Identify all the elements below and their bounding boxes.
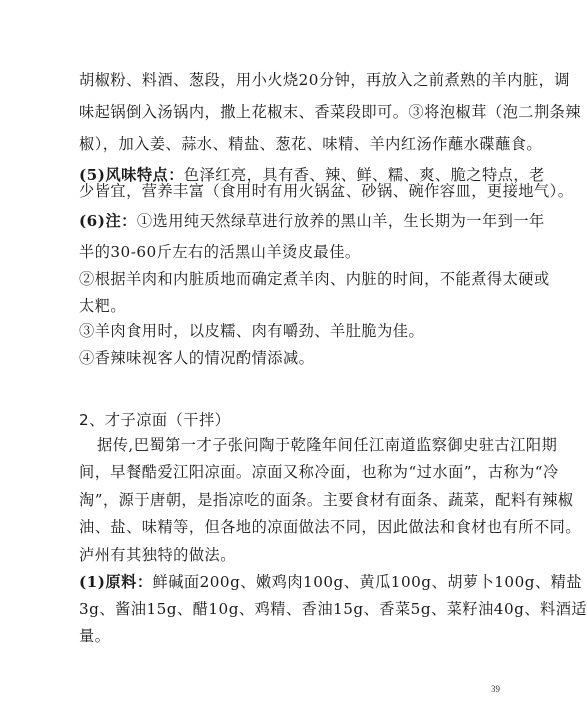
text-line: 3g、酱油15g、醋10g、鸡精、香油15g、香菜5g、菜籽油40g、料酒适 [79,600,587,618]
text-line: ④香辣味视客人的情况酌情添减。 [79,349,315,367]
ingredients-line [79,573,583,591]
text-line: 据传,巴蜀第一才子张问陶于乾隆年间任江南道监察御史驻古江阳期 [97,436,558,454]
text-line: 淘”，源于唐朝，是指凉吃的面条。主要食材有面条、蔬菜，配料有辣椒 [79,491,574,509]
section-heading: 2、才子凉面（干拌） [79,411,231,429]
text-line: 间，早餐酷爱江阳凉面。凉面又称冷面，也称为“过水面”，古称为“冷 [79,463,559,481]
text-line: 椒），加入姜、蒜水、精盐、葱花、味精、羊内红汤作蘸水碟蘸食。 [79,135,543,153]
text-line: 太粑。 [79,297,127,315]
section-label: (1)原料： [79,573,153,591]
text-line: 油、盐、味精等，但各地的凉面做法不同，因此做法和食材也有所不同。 [79,518,581,536]
text-line: 胡椒粉、料酒、葱段，用小火烧20分钟，再放入之前煮熟的羊内脏，调 [79,71,570,89]
page-number: 39 [491,684,500,694]
text-span: ①选用纯天然绿草进行放养的黑山羊，生长期为一年到一年 [136,212,545,230]
text-line: 泸州有其独特的做法。 [79,546,236,564]
text-line: 量。 [79,627,111,645]
text-line: 半的30-60斤左右的活黑山羊烫皮最佳。 [79,243,361,261]
note-line [79,212,545,230]
text-line: 味起锅倒入汤锅内，撒上花椒末、香菜段即可。③将泡椒茸（泡二荆条辣 [79,103,581,121]
text-span: 色泽红亮，具有香、辣、鲜、糯、爽、脆之特点，老 [183,166,545,184]
text-line: 少皆宜，营养丰富（食用时有用火锅盆、砂锅、碗作容皿，更接地气）。 [79,182,574,200]
section-label: (5)风味特点： [79,166,184,184]
section-label: (6)注： [79,212,137,230]
text-line: ②根据羊肉和内脏质地而确定煮羊肉、内脏的时间，不能煮得太硬或 [79,270,550,288]
text-span: 鲜碱面200g、嫩鸡肉100g、黄瓜100g、胡萝卜100g、精盐 [152,573,583,591]
text-line: ③羊肉食用时，以皮糯、肉有嚼劲、羊肚脆为佳。 [79,322,425,340]
